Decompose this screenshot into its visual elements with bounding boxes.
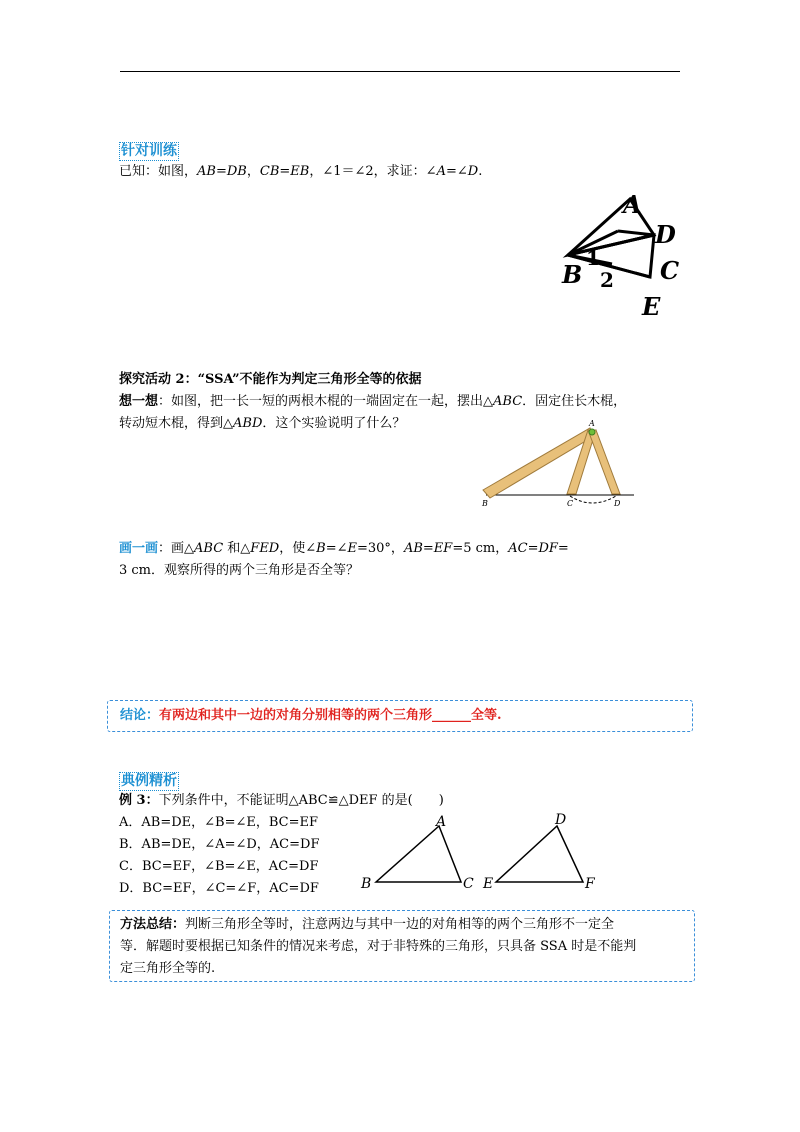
example-question-text: 下列条件中，不能证明△ABC≌△DEF 的是( ) <box>158 793 444 808</box>
fig1-label-1: 1 <box>586 246 600 270</box>
text-fragment: ：画△ <box>158 541 195 556</box>
fig2-label-A: A <box>436 814 447 830</box>
text-fragment: =5 cm， <box>452 541 509 556</box>
text-fragment: = <box>279 164 291 179</box>
var-ABD: ABD <box>233 416 263 431</box>
triangle-ABC <box>376 826 461 882</box>
var-AB: AB <box>403 541 423 556</box>
conclusion-body: 有两边和其中一边的对角分别相等的两个三角形 <box>159 708 433 723</box>
conclusion-label: 结论： <box>120 708 160 723</box>
var-ABC: ABC <box>194 541 224 556</box>
var-D: D <box>467 164 479 179</box>
text-fragment: =30°， <box>357 541 404 556</box>
var-EF: EF <box>433 541 453 556</box>
method-box <box>109 910 695 982</box>
method-text <box>120 914 690 980</box>
triangle-DEF <box>496 826 583 882</box>
conclusion-blank: ______ <box>432 708 472 723</box>
text-fragment: . <box>478 164 483 179</box>
text-fragment: ， <box>246 164 260 179</box>
fig1-label-D: D <box>655 220 676 249</box>
sticks-figure <box>478 418 638 510</box>
text-fragment: 转动短木棍，得到△ <box>119 416 233 431</box>
section-tag-example: 典例精析 <box>121 773 177 789</box>
var-DF: DF <box>538 541 558 556</box>
text-fragment: = <box>215 164 227 179</box>
example-question <box>119 790 444 812</box>
text-fragment: ，∠1＝∠2，求证：∠ <box>309 164 437 179</box>
triangles-figure-2 <box>358 810 608 894</box>
fig2-label-B: B <box>361 876 372 892</box>
fig2-label-F: F <box>585 876 595 892</box>
draw-paragraph <box>119 538 679 582</box>
option-b: B．AB=DE，∠A=∠D，AC=DF <box>119 837 320 852</box>
option-d: D．BC=EF，∠C=∠F，AC=DF <box>119 881 319 896</box>
sticks-label-C: C <box>567 499 574 508</box>
sticks-label-A: A <box>589 419 595 428</box>
var-AB: AB <box>197 164 216 179</box>
method-line-1-text: 判断三角形全等时，注意两边与其中一边的对角相等的两个三角形不一定全 <box>185 917 615 932</box>
header-rule <box>120 71 680 72</box>
text-fragment: =∠ <box>325 541 348 556</box>
text-fragment: 和△ <box>223 541 251 556</box>
fig1-label-B: B <box>562 260 583 289</box>
var-FED: FED <box>250 541 280 556</box>
known-statement <box>119 161 482 183</box>
method-line-3: 定三角形全等的. <box>120 961 216 976</box>
segment-inner-2 <box>618 231 654 235</box>
var-A: A <box>436 164 446 179</box>
text-fragment: ：如图，把一长一短的两根木棍的一端固定在一起，摆出△ <box>158 394 494 409</box>
fig1-label-E: E <box>642 292 661 321</box>
method-label: 方法总结： <box>120 917 186 932</box>
option-list <box>119 812 319 900</box>
triangles-figure-1 <box>550 185 690 325</box>
fig1-label-C: C <box>660 256 680 285</box>
text-fragment: = <box>422 541 434 556</box>
pivot-pin <box>589 429 595 435</box>
text-fragment: ．固定住长木棍， <box>522 394 627 409</box>
var-B: B <box>316 541 326 556</box>
section-tag-training: 针对训练 <box>121 143 177 159</box>
arc-dashed <box>570 496 616 503</box>
text-fragment: ，使∠ <box>279 541 317 556</box>
conclusion-box <box>107 700 693 732</box>
var-AC: AC <box>508 541 528 556</box>
short-stick-D <box>588 430 620 494</box>
think-line-1 <box>119 391 679 413</box>
var-ABC: ABC <box>493 394 523 409</box>
fig1-label-2: 2 <box>600 268 614 292</box>
conclusion-tail: 全等. <box>471 708 502 723</box>
sticks-label-D: D <box>614 499 621 508</box>
text-fragment: = <box>527 541 539 556</box>
fig1-label-A: A <box>623 190 642 219</box>
text-fragment: 已知：如图， <box>119 164 198 179</box>
text-fragment: = <box>557 541 569 556</box>
var-DB: DB <box>226 164 247 179</box>
method-line-2: 等．解题时要根据已知条件的情况来考虑，对于非特殊的三角形，只具备 SSA 时是不能判 <box>120 939 637 954</box>
conclusion-text <box>120 705 502 727</box>
text-fragment: =∠ <box>445 164 468 179</box>
sticks-label-B: B <box>482 499 488 508</box>
fig2-label-C: C <box>463 876 474 892</box>
var-EB: EB <box>290 164 310 179</box>
draw-line-2: 3 cm．观察所得的两个三角形是否全等？ <box>119 563 360 578</box>
think-label: 想一想 <box>119 394 159 409</box>
draw-line-1 <box>119 538 679 560</box>
option-a: A．AB=DE，∠B=∠E，BC=EF <box>119 815 318 830</box>
option-c: C．BC=EF，∠B=∠E，AC=DF <box>119 859 319 874</box>
method-line-1 <box>120 914 690 936</box>
draw-label: 画一画 <box>119 541 159 556</box>
fig2-label-E: E <box>483 876 494 892</box>
example-label: 例 3： <box>119 793 159 808</box>
activity2-title: 探究活动 2：“SSA”不能作为判定三角形全等的依据 <box>119 372 422 387</box>
var-CB: CB <box>259 164 280 179</box>
text-fragment: ．这个实验说明了什么？ <box>262 416 406 431</box>
fig2-label-D: D <box>555 812 567 828</box>
var-E: E <box>347 541 357 556</box>
